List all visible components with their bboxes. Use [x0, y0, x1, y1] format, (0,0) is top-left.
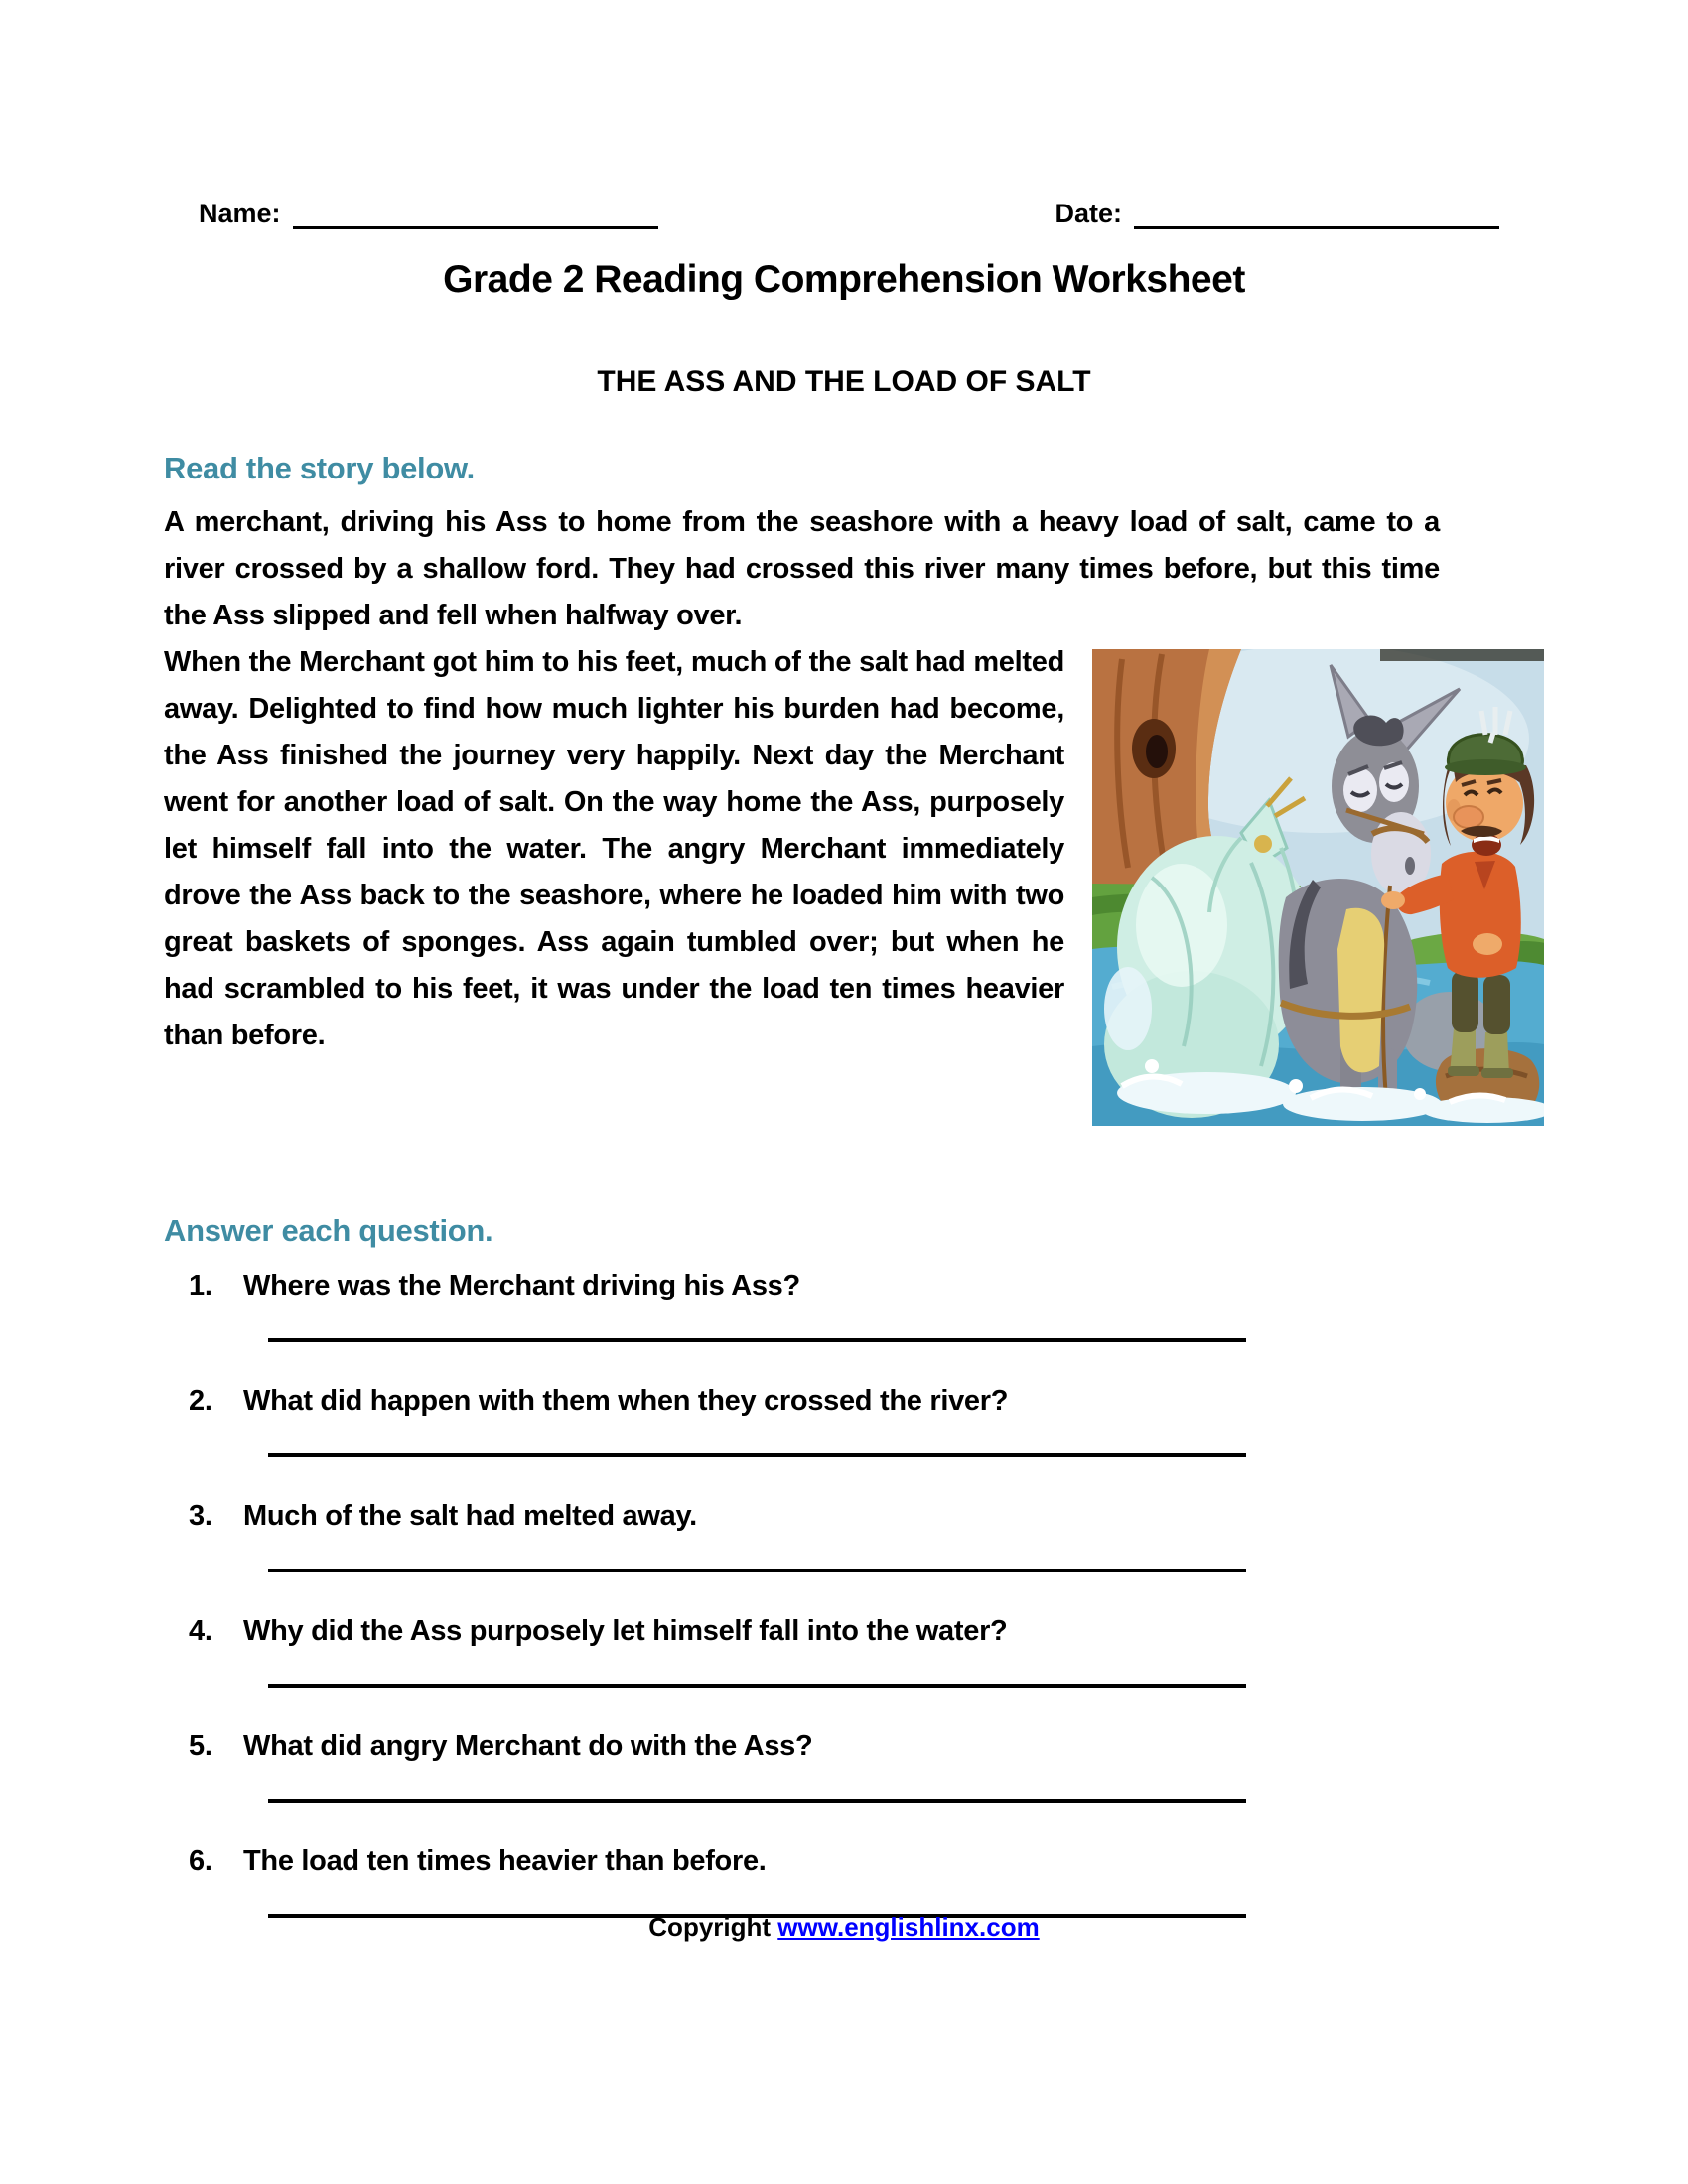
name-field: [199, 195, 658, 229]
story-paragraph-wrapped: [164, 639, 1440, 1059]
question-text: Why did the Ass purposely let himself fall into the water?: [243, 1615, 1008, 1647]
question-number: 2.: [189, 1385, 212, 1417]
merchant-donkey-river-scene: [1092, 649, 1544, 1126]
question-text: Much of the salt had melted away.: [243, 1500, 697, 1532]
read-story-heading: Read the story below.: [164, 451, 475, 485]
answer-questions-heading: Answer each question.: [164, 1213, 493, 1248]
answer-blank-line: [268, 1569, 1246, 1572]
story-text-wrapped: When the Merchant got him to his feet, much of the salt had melted away. Delighted to find how much lighter his burden had become, the Ass finished the journey very happily. Next day the Merchant went for another load of salt. On the way home the Ass, purposely let himself fall into the water. The angry Merchant immediately drove the Ass back to the seashore, where he loaded him with two great baskets of sponges. Ass again tumbled over; but when he had scrambled to his feet, it was under the load ten times heavier than before.: [164, 646, 1064, 1051]
story-section: [164, 445, 1440, 1132]
page-title: Grade 2 Reading Comprehension Worksheet: [443, 258, 1245, 301]
question-number: 5.: [189, 1730, 212, 1762]
question-text: What did angry Merchant do with the Ass?: [243, 1730, 813, 1762]
question-text: What did happen with them when they crossed the river?: [243, 1385, 1009, 1417]
story-paragraph-intro: A merchant, driving his Ass to home from the seashore with a heavy load of salt, came to a river crossed by a shallow ford. They had crossed this river many times before, but this time the Ass slipped and fell when halfway over.: [164, 506, 1440, 631]
englishlinx-link[interactable]: www.englishlinx.com: [777, 1912, 1040, 1942]
question-number: 6.: [189, 1845, 212, 1877]
questions-section: [164, 1213, 1549, 1956]
story-title: THE ASS AND THE LOAD OF SALT: [597, 365, 1091, 398]
answer-blank-line: [268, 1453, 1246, 1457]
question-4: [164, 1610, 1549, 1688]
name-blank-line: [293, 195, 658, 229]
answer-blank-line: [268, 1684, 1246, 1688]
question-number: 1.: [189, 1270, 212, 1301]
dark-branch-top: [1380, 649, 1544, 661]
question-text: The load ten times heavier than before.: [243, 1845, 767, 1877]
question-6: [164, 1841, 1549, 1918]
date-field: [1055, 195, 1499, 229]
name-label: Name:: [199, 199, 281, 228]
question-number: 3.: [189, 1500, 212, 1532]
question-1: [164, 1265, 1549, 1342]
header-row: [199, 195, 1499, 229]
question-2: [164, 1380, 1549, 1457]
answer-blank-line: [268, 1338, 1246, 1342]
story-illustration: [1092, 649, 1544, 1126]
footer: [0, 1912, 1688, 1943]
question-number: 4.: [189, 1615, 212, 1647]
answer-blank-line: [268, 1799, 1246, 1803]
question-3: [164, 1495, 1549, 1572]
copyright-label: Copyright: [648, 1912, 772, 1942]
question-5: [164, 1725, 1549, 1803]
date-label: Date:: [1055, 199, 1122, 228]
question-text: Where was the Merchant driving his Ass?: [243, 1270, 800, 1301]
date-blank-line: [1134, 195, 1499, 229]
